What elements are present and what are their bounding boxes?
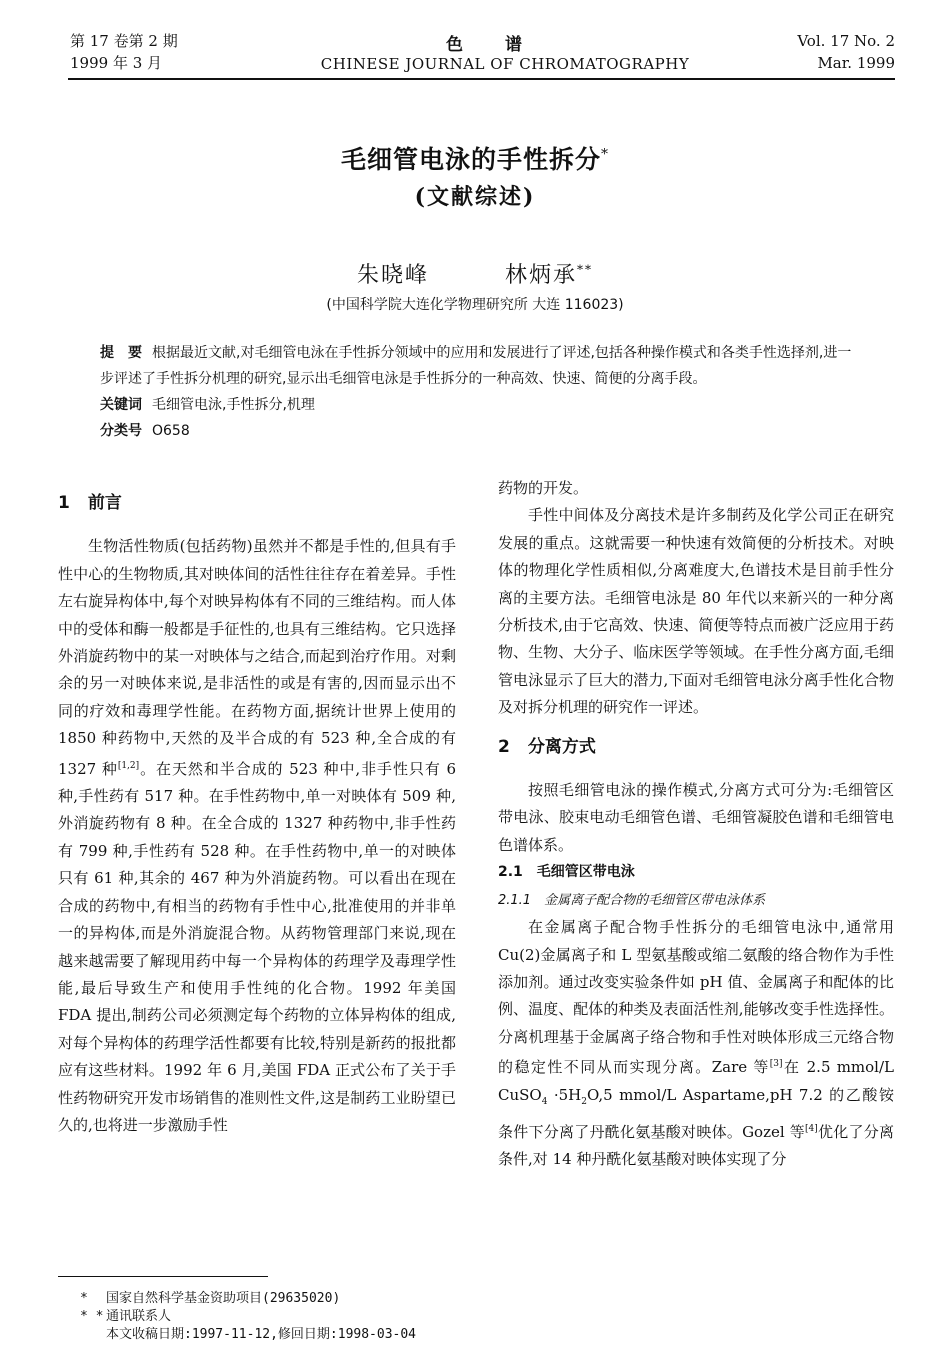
keywords-line [100, 392, 860, 418]
issue-date-en: Mar. 1999 [817, 54, 895, 72]
affiliation: (中国科学院大连化学物理研究所 大连 116023) [326, 297, 624, 313]
citation-ref: [1,2] [117, 760, 140, 771]
article-subtitle: (文献综述) [414, 184, 536, 210]
right-column [498, 475, 894, 1174]
keywords-text: 毛细管电泳,手性拆分,机理 [152, 397, 315, 413]
article-title: 毛细管电泳的手性拆分* [340, 145, 609, 174]
author-1: 朱晓峰 [356, 263, 429, 288]
header-rule [68, 78, 895, 80]
left-column [58, 490, 456, 1139]
footnote-funding: * 国家自然科学基金资助项目(29635020) [80, 1291, 341, 1306]
paragraph-continued: 药物的开发。 [498, 479, 589, 497]
author-2: 林炳承 [505, 263, 578, 288]
paragraph-chiral-intermediates: 手性中间体及分离技术是许多制药及化学公司正在研究发展的重点。这就需要一种快速有效简便的分析技术。对映体的物理化学性质相似,分离难度大,色谱技术是目前手性分离的主要方法。毛细管电泳是 80 年代以来新兴的一种分离分析技术,由于它高效、快速、简便等特点而被广泛应用于药物、生物、大分子、临床医学等领域。在手性分离方面,毛细管电泳显示了巨大的潜力,下面对毛细管电泳分离手性化合物及对拆分机理的研究作一评述。 [498, 506, 894, 717]
subsection-2-1-1-heading: 2.1.1 金属离子配合物的毛细管区带电泳体系 [498, 892, 766, 908]
journal-name-en: CHINESE JOURNAL OF CHROMATOGRAPHY [320, 55, 690, 73]
journal-name-cn: 色谱 [446, 35, 564, 55]
abstract-text: 根据最近文献,对毛细管电泳在手性拆分领域中的应用和发展进行了评述,包括各种操作模式和各类手性选择剂,进一步评述了手性拆分机理的研究,显示出毛细管电泳是手性拆分的一种高效、快速、简便的分离手段。 [100, 345, 852, 387]
paragraph-separation-modes: 按照毛细管电泳的操作模式,分离方式可分为:毛细管区带电泳、胶束电动毛细管色谱、毛细管凝胶色谱和毛细管电色谱体系。 [498, 781, 894, 854]
classification-code: O658 [152, 423, 190, 439]
citation-ref: [3] [769, 1059, 783, 1070]
abstract-label: 提 要 [100, 345, 142, 361]
footnote-corresponding: * * 通讯联系人 [80, 1309, 172, 1324]
subsection-2-1-heading: 2.1 毛细管区带电泳 [498, 864, 635, 881]
classification-line [100, 418, 860, 444]
paragraph-metal-complex: 在金属离子配合物手性拆分的毛细管电泳中,通常用 Cu(2)金属离子和 L 型氨基酸或缩二氨酸的络合物作为手性添加剂。通过改变实验条件如 pH 值、金属离子和配体的比例、温度、配体的种类及表面活性剂,能够改变手性选择性。分离机理基于金属离子络合物和手性对映体形成三元络合物的稳定性不同从而实现分离。Zare 等[3]在 2.5 mmol/L CuSO$_4$ $\cdot 5H_2O,5$ mmol/L Aspartame,pH 7.2 的乙酸铵条件下分离了丹酰化氨基酸对映体。Gozel 等[4]优化了分离条件,对 14 种丹酰化氨基酸对映体实现了分 [498, 918, 894, 1169]
section-1-heading: 1 前言 [58, 493, 122, 513]
footnotes [80, 1290, 680, 1344]
authors [0, 258, 950, 289]
issue-date: 1999 年 3 月 [70, 54, 163, 72]
classification-label: 分类号 [100, 423, 142, 439]
citation-ref: [4] [804, 1123, 818, 1134]
keywords-label: 关键词 [100, 397, 142, 413]
footnote-dates: 本文收稿日期:1997-11-12,修回日期:1998-03-04 [106, 1327, 417, 1342]
footnote-rule [58, 1276, 268, 1277]
abstract-block [100, 340, 860, 444]
volume-issue-en: Vol. 17 No. 2 [797, 32, 895, 50]
running-header-right [770, 30, 895, 74]
volume-issue: 第 17 卷第 2 期 [70, 32, 178, 50]
abstract [100, 340, 860, 392]
running-header-left [70, 30, 178, 74]
running-header-center [295, 30, 715, 73]
paragraph-introduction: 生物活性物质(包括药物)虽然并不都是手性的,但具有手性中心的生物物质,其对映体间的活性往往存在着差异。手性左右旋异构体中,每个对映异构体有不同的三维结构。而人体中的受体和酶一般都是手征性的,也具有三维结构。它只选择外消旋药物中的某一对映体与之结合,而起到治疗作用。对剩余的另一对映体来说,是非活性的或是有害的,因而显示出不同的疗效和毒理学性能。在药物方面,据统计世界上使用的 1850 种药物中,天然的及半合成的有 523 种,全合成的有 1327 种[1,2]。在天然和半合成的 523 种中,非手性只有 6 种,手性药有 517 种。在手性药物中,单一对映体有 509 种,外消旋药物有 8 种。在全合成的 1327 种药物中,非手性药有 799 种,手性药有 528 种。在手性药物中,单一的对映体只有 61 种,其余的 467 种为外消旋药物。可以看出在现在合成的药物中,有相当的药物有手性中心,批准使用的并非单一的异构体,而是外消旋混合物。从药物管理部门来说,现在越来越需要了解现用药中每一个异构体的药理学及毒理学性能,最后导致生产和使用手性纯的化合物。1992 年美国 FDA 提出,制药公司必须测定每个药物的立体异构体的组成,对每个异构体的药理学活性都要有比较,特别是新药的报批都应有这些材料。1992 年 6 月,美国 FDA 正式公布了关于手性药物研究开发市场销售的准则性文件,这是制药工业盼望已久的,也将进一步激励手性 [58, 537, 456, 1134]
corresponding-mark: ** [577, 262, 594, 277]
section-2-heading: 2 分离方式 [498, 736, 596, 757]
